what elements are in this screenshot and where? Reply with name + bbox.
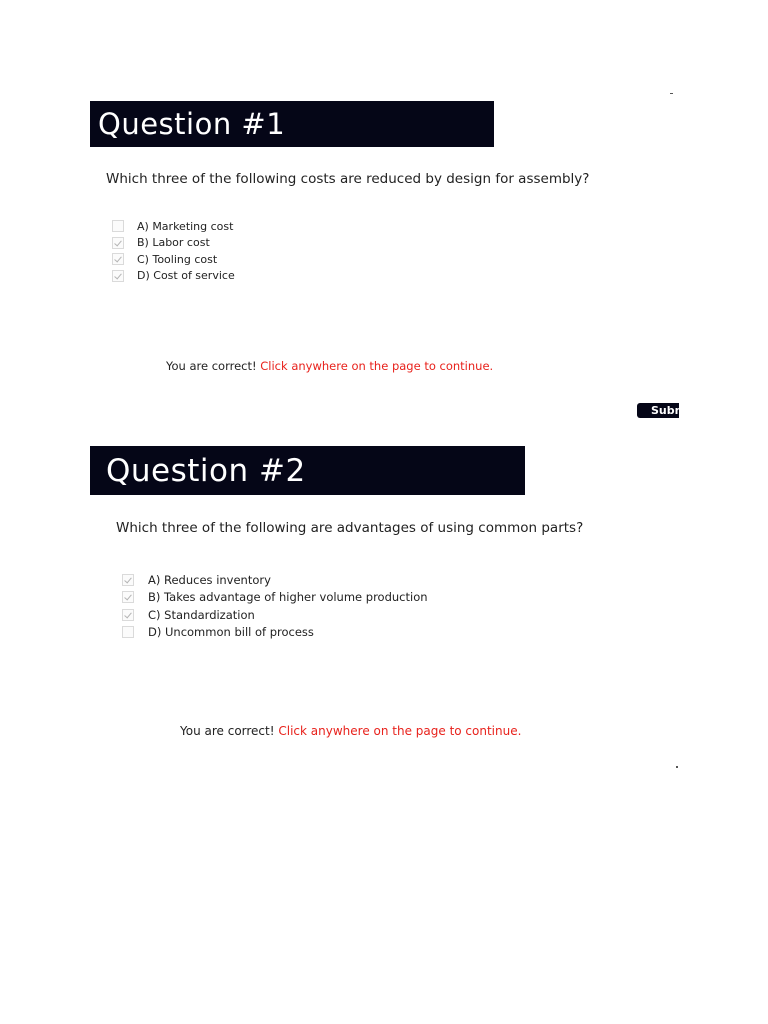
q2-option-b-checkbox[interactable] <box>122 591 134 603</box>
q2-option-d-checkbox[interactable] <box>122 626 134 638</box>
q2-continue-prompt[interactable]: Click anywhere on the page to continue. <box>278 724 522 738</box>
q1-correct-message: You are correct! <box>166 359 257 373</box>
edge-speck <box>676 766 678 768</box>
question-1-text: Which three of the following costs are reduced by design for assembly? <box>106 171 590 187</box>
q1-option-c-label: C) Tooling cost <box>137 252 218 266</box>
q1-option-a[interactable] <box>112 218 235 235</box>
q1-option-c-checkbox[interactable] <box>112 253 124 265</box>
q1-option-d-checkbox[interactable] <box>112 270 124 282</box>
q1-option-b-label: B) Labor cost <box>137 236 210 250</box>
question-2-text: Which three of the following are advantages of using common parts? <box>116 520 584 536</box>
q1-option-b[interactable] <box>112 235 235 252</box>
q2-option-c[interactable] <box>122 606 428 624</box>
q2-option-a-checkbox[interactable] <box>122 574 134 586</box>
question-2-options <box>122 571 428 641</box>
q1-option-d[interactable] <box>112 268 235 285</box>
q2-option-d-label: D) Uncommon bill of process <box>148 625 314 640</box>
question-2-title: Question #2 <box>90 446 525 495</box>
submit-button[interactable]: Subm <box>637 403 679 418</box>
q1-continue-prompt[interactable]: Click anywhere on the page to continue. <box>260 359 494 373</box>
q2-correct-message: You are correct! <box>180 724 275 738</box>
q1-option-b-checkbox[interactable] <box>112 237 124 249</box>
q2-option-a-label: A) Reduces inventory <box>148 572 271 587</box>
q2-option-b-label: B) Takes advantage of higher volume production <box>148 590 428 605</box>
q2-option-d[interactable] <box>122 624 428 642</box>
q1-option-d-label: D) Cost of service <box>137 269 235 283</box>
q2-option-c-label: C) Standardization <box>148 607 255 622</box>
q2-option-b[interactable] <box>122 589 428 607</box>
question-1-options <box>112 218 235 284</box>
question-2-feedback[interactable] <box>180 724 521 738</box>
q1-option-a-checkbox[interactable] <box>112 220 124 232</box>
question-1-title: Question #1 <box>90 101 494 147</box>
edge-speck <box>670 93 673 94</box>
q1-option-a-label: A) Marketing cost <box>137 219 234 233</box>
q1-option-c[interactable] <box>112 251 235 268</box>
question-1-feedback[interactable] <box>166 359 493 373</box>
q2-option-c-checkbox[interactable] <box>122 609 134 621</box>
q2-option-a[interactable] <box>122 571 428 589</box>
